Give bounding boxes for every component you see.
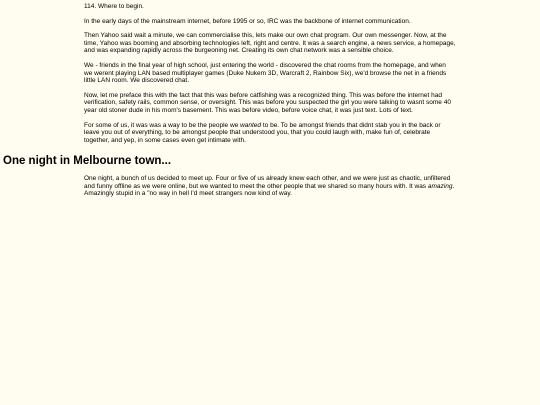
paragraph-7-text-b: . Amazingly stupid in a "no way in hell I'd meet strangers now kind of way. — [84, 182, 455, 198]
article-body — [84, 3, 456, 151]
paragraph-intro-5: Now, let me preface this with the fact that this was before catfishing was a recognized thing. This was before the internet had verification, safety rails, common sense, or oversight. This was before you suspected the girl you were talking to wasnt some 40 year old stoner dude in his mom's basement. This was before video, before voice chat, it was just text. Lots of text. — [84, 91, 451, 114]
paragraph-intro-3: Then Yahoo said wait a minute, we can commercialise this, lets make our own chat program. Our own messenger. Now, at the time, Yahoo was booming and absorbing technologies left, right and centre. It was a search engine, a news service, a homepage, and was expanding rapidly across the burgeoning net. Creating its own chat network was a sensible choice. — [84, 32, 456, 55]
paragraph-7 — [84, 175, 456, 198]
paragraph-7-text-a: One night, a bunch of us decided to meet up. Four or five of us already knew each other, and we were just as chaotic, unfiltered and funny offline as we were online, but we wanted to meet the other people that we shared so many hours with. It was — [84, 175, 451, 190]
paragraph-6-text-a: For some of us, it was was a way to be the people we — [84, 121, 241, 129]
paragraph-intro-1: 114. Where to begin. — [84, 3, 144, 10]
article-body-continued — [84, 175, 456, 205]
paragraph-6 — [84, 122, 456, 145]
paragraph-7-emphasis: amazing — [427, 182, 453, 190]
paragraph-intro-2: In the early days of the mainstream internet, before 1995 or so, IRC was the backbone of internet communication. — [84, 17, 411, 25]
section-heading: One night in Melbourne town... — [3, 155, 172, 167]
paragraph-6-emphasis: wanted — [240, 121, 262, 129]
paragraph-intro-4: We - friends in the final year of high school, just entering the world - discovered the chat rooms from the homepage, and when we werent playing LAN based multiplayer games (Duke Nukem 3D, Warcraft 2, Rainbow Six), we'd browse the net in a friends little LAN room. We discovered chat. — [84, 61, 447, 85]
paragraph-6-text-b: to be. To be amongst friends that didnt stab you in the back or leave you out of everything, to be amongst people that understood you, that you could laugh with, make fun of, celebrate together, and yep, in some cases even get intimate with. — [84, 121, 441, 144]
